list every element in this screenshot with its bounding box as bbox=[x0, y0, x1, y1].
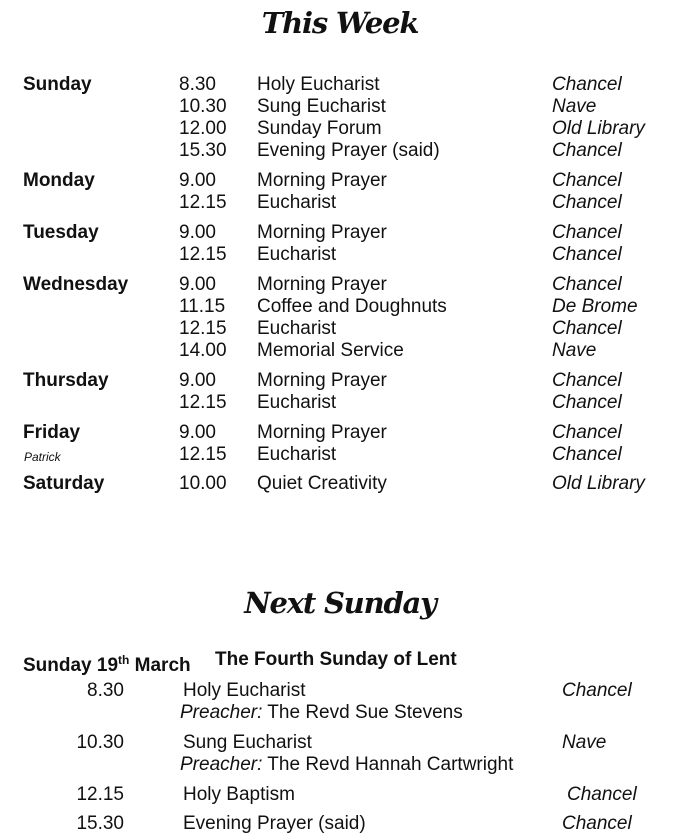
service-location: De Brome bbox=[552, 296, 638, 317]
day-label: Thursday bbox=[23, 370, 109, 391]
this-week-heading: This Week bbox=[261, 6, 419, 40]
service-time: 10.30 bbox=[179, 96, 227, 117]
service-time: 9.00 bbox=[179, 170, 216, 191]
service-time: 12.00 bbox=[179, 118, 227, 139]
service-location: Chancel bbox=[562, 680, 632, 701]
service-time: 8.30 bbox=[87, 680, 124, 701]
preacher-line bbox=[0, 702, 680, 724]
service-time: 9.00 bbox=[179, 370, 216, 391]
service-name: Morning Prayer bbox=[257, 274, 387, 295]
service-location: Chancel bbox=[562, 813, 632, 834]
service-time: 9.00 bbox=[179, 422, 216, 443]
service-time: 15.30 bbox=[179, 140, 227, 161]
service-time: 10.30 bbox=[76, 732, 124, 753]
next-sunday-service bbox=[0, 732, 680, 754]
service-name: Holy Eucharist bbox=[257, 74, 380, 95]
service-time: 8.30 bbox=[179, 74, 216, 95]
schedule-row bbox=[0, 244, 680, 266]
next-sunday-service bbox=[0, 680, 680, 702]
service-time: 12.15 bbox=[179, 392, 227, 413]
service-location: Chancel bbox=[552, 274, 622, 295]
schedule-row bbox=[0, 192, 680, 214]
day-label: Monday bbox=[23, 170, 95, 191]
service-name: Sung Eucharist bbox=[257, 96, 386, 117]
day-label: Tuesday bbox=[23, 222, 99, 243]
service-name: Morning Prayer bbox=[257, 422, 387, 443]
schedule-row bbox=[0, 296, 680, 318]
preacher-name: The Revd Sue Stevens bbox=[262, 702, 463, 723]
service-location: Chancel bbox=[552, 370, 622, 391]
service-time: 10.00 bbox=[179, 473, 227, 494]
service-location: Chancel bbox=[552, 244, 622, 265]
service-time: 11.15 bbox=[179, 296, 226, 317]
service-location: Chancel bbox=[552, 140, 622, 161]
service-name: Eucharist bbox=[257, 444, 337, 465]
service-time: 12.15 bbox=[179, 192, 227, 213]
service-name: Evening Prayer (said) bbox=[257, 140, 440, 161]
service-name: Eucharist bbox=[257, 318, 337, 339]
schedule-row bbox=[0, 422, 680, 444]
service-time: 9.00 bbox=[179, 222, 216, 243]
schedule-row bbox=[0, 118, 680, 140]
next-sunday-service bbox=[0, 813, 680, 835]
next-sunday-date: Sunday 19th March bbox=[23, 653, 191, 676]
schedule-row bbox=[0, 444, 680, 466]
next-sunday-header bbox=[0, 649, 680, 676]
schedule-row bbox=[0, 96, 680, 118]
service-name: Eucharist bbox=[257, 244, 337, 265]
day-label: Sunday bbox=[23, 74, 92, 95]
service-location: Chancel bbox=[552, 318, 622, 339]
preacher-label: Preacher: bbox=[180, 754, 263, 775]
saint-day-note: Patrick bbox=[24, 450, 61, 464]
service-time: 12.15 bbox=[179, 318, 227, 339]
preacher-name: The Revd Hannah Cartwright bbox=[262, 754, 514, 775]
day-label: Friday bbox=[23, 422, 81, 443]
preacher-label: Preacher: bbox=[180, 702, 263, 723]
next-sunday-heading: Next Sunday bbox=[244, 586, 436, 620]
service-name: Morning Prayer bbox=[257, 222, 387, 243]
service-name: Evening Prayer (said) bbox=[183, 813, 366, 834]
schedule-row bbox=[0, 340, 680, 362]
schedule-row bbox=[0, 318, 680, 340]
service-name: Coffee and Doughnuts bbox=[257, 296, 447, 317]
day-label: Saturday bbox=[23, 473, 105, 494]
schedule-row bbox=[0, 222, 680, 244]
schedule-row bbox=[0, 170, 680, 192]
service-time: 15.30 bbox=[76, 813, 124, 834]
preacher-line bbox=[0, 754, 680, 776]
service-location: Chancel bbox=[552, 444, 622, 465]
day-label: Wednesday bbox=[23, 274, 129, 295]
service-name: Eucharist bbox=[257, 192, 337, 213]
service-time: 12.15 bbox=[179, 244, 227, 265]
service-name: Morning Prayer bbox=[257, 170, 387, 191]
schedule-row bbox=[0, 473, 680, 495]
schedule-row bbox=[0, 140, 680, 162]
service-location: Chancel bbox=[552, 74, 622, 95]
schedule-row bbox=[0, 370, 680, 392]
service-name: Memorial Service bbox=[257, 340, 404, 361]
service-name: Quiet Creativity bbox=[257, 473, 387, 494]
service-time: 14.00 bbox=[179, 340, 227, 361]
next-sunday-occasion: The Fourth Sunday of Lent bbox=[215, 649, 457, 670]
schedule-row bbox=[0, 392, 680, 414]
service-location: Nave bbox=[562, 732, 607, 753]
service-name: Eucharist bbox=[257, 392, 337, 413]
service-name: Sung Eucharist bbox=[183, 732, 312, 753]
next-sunday-service bbox=[0, 784, 680, 806]
schedule-row bbox=[0, 74, 680, 96]
service-name: Holy Eucharist bbox=[183, 680, 306, 701]
service-location: Chancel bbox=[552, 170, 622, 191]
service-name: Holy Baptism bbox=[183, 784, 295, 805]
service-time: 12.15 bbox=[76, 784, 124, 805]
service-location: Chancel bbox=[552, 222, 622, 243]
schedule-row bbox=[0, 274, 680, 296]
service-location: Old Library bbox=[552, 118, 645, 139]
preacher-info bbox=[180, 754, 513, 776]
service-location: Nave bbox=[552, 340, 597, 361]
service-location: Chancel bbox=[567, 784, 637, 805]
service-name: Sunday Forum bbox=[257, 118, 382, 139]
preacher-info bbox=[180, 702, 463, 724]
service-time: 9.00 bbox=[179, 274, 216, 295]
service-location: Chancel bbox=[552, 422, 622, 443]
service-name: Morning Prayer bbox=[257, 370, 387, 391]
service-location: Chancel bbox=[552, 392, 622, 413]
service-location: Nave bbox=[552, 96, 597, 117]
service-location: Old Library bbox=[552, 473, 645, 494]
service-time: 12.15 bbox=[179, 444, 227, 465]
service-location: Chancel bbox=[552, 192, 622, 213]
